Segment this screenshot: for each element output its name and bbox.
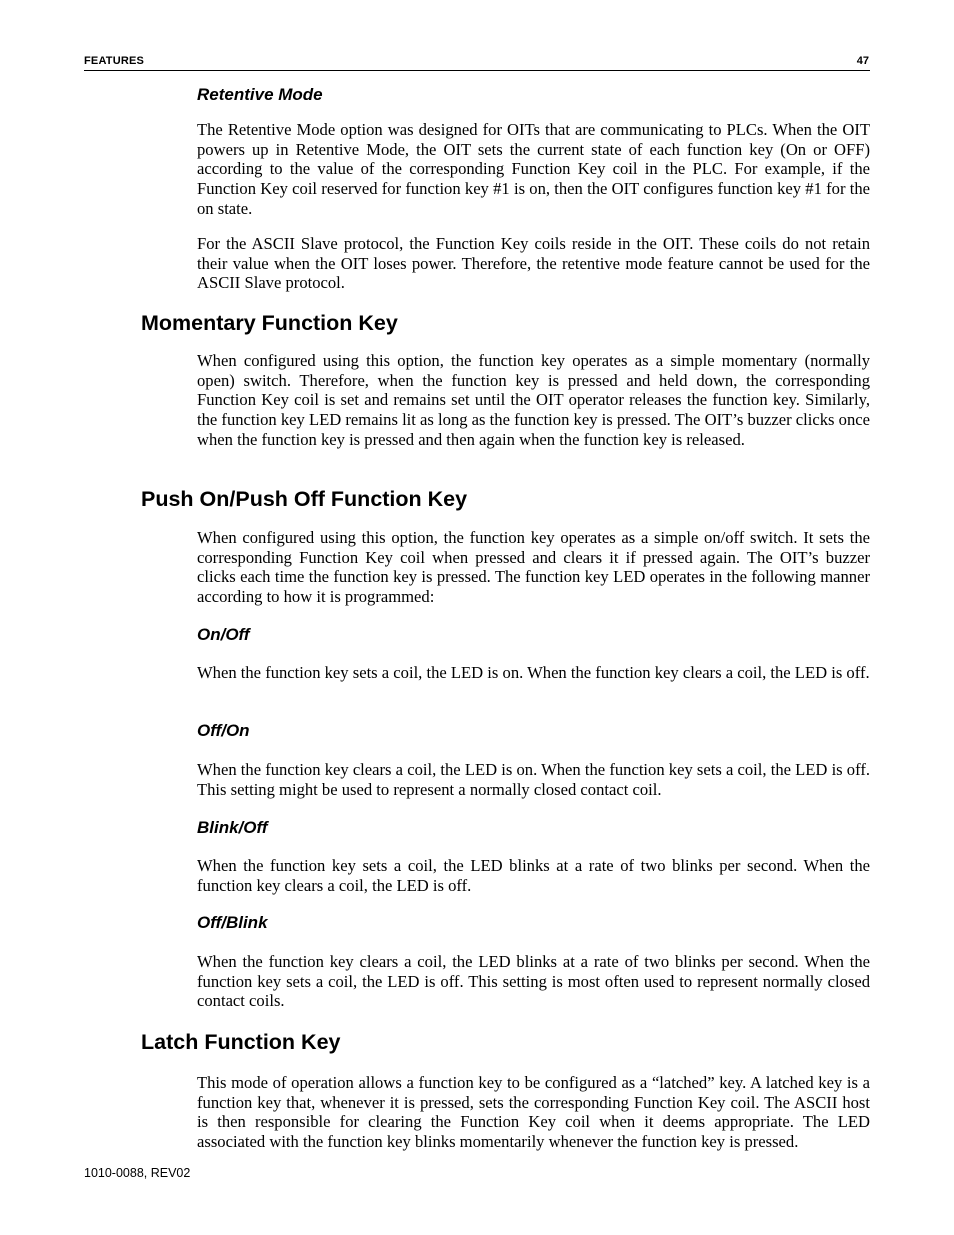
heading-momentary-function-key: Momentary Function Key	[141, 311, 398, 335]
paragraph-on-off: When the function key sets a coil, the LED is on. When the function key clears a coil, the LED is off.	[197, 663, 870, 682]
paragraph-momentary: When configured using this option, the function key operates as a simple momentary (normally open) switch. Therefore, when the function key is pressed and held down, the corresponding Function Key coil is set and remains set until the OIT operator releases the function key. Similarly, the function key LED remains lit as long as the function key is pressed. The OIT’s buzzer clicks once when the function key is pressed and then again when the function key is released.	[197, 351, 870, 449]
heading-latch-function-key: Latch Function Key	[141, 1030, 341, 1054]
subheading-on-off: On/Off	[197, 625, 250, 644]
paragraph-retentive-mode-2: For the ASCII Slave protocol, the Function Key coils reside in the OIT. These coils do not retain their value when the OIT loses power. Therefore, the retentive mode feature cannot be used for the ASCII Slave protocol.	[197, 234, 870, 293]
footer-document-id: 1010-0088, REV02	[84, 1166, 191, 1180]
running-header-section: FEATURES	[84, 55, 145, 67]
paragraph-blink-off: When the function key sets a coil, the LED blinks at a rate of two blinks per second. When the function key clears a coil, the LED is off.	[197, 856, 870, 895]
subheading-blink-off: Blink/Off	[197, 818, 268, 837]
subheading-off-on: Off/On	[197, 721, 250, 740]
page-number: 47	[856, 55, 869, 67]
paragraph-push-on-push-off: When configured using this option, the function key operates as a simple on/off switch. It sets the corresponding Function Key coil when pressed and clears it if pressed again. The OIT’s buzzer clicks each time the function key is pressed. The function key LED operates in the following manner according to how it is programmed:	[197, 528, 870, 607]
paragraph-retentive-mode-1: The Retentive Mode option was designed for OITs that are communicating to PLCs. When the OIT powers up in Retentive Mode, the OIT sets the current state of each function key (On or OFF) according to the value of the corresponding Function Key coil in the PLC. For example, if the Function Key coil reserved for function key #1 is on, then the OIT configures function key #1 for the on state.	[197, 120, 870, 218]
subheading-off-blink: Off/Blink	[197, 913, 268, 932]
heading-push-on-push-off: Push On/Push Off Function Key	[141, 487, 468, 511]
header-rule	[84, 70, 870, 71]
paragraph-latch: This mode of operation allows a function key to be configured as a “latched” key. A latched key is a function key that, whenever it is pressed, sets the corresponding Function Key coil. The ASCII host is then responsible for clearing the Function Key coil when it deems appropriate. The LED associated with the function key blinks momentarily whenever the function key is pressed.	[197, 1073, 870, 1152]
paragraph-off-on: When the function key clears a coil, the LED is on. When the function key sets a coil, the LED is off. This setting might be used to represent a normally closed contact coil.	[197, 760, 870, 799]
subheading-retentive-mode: Retentive Mode	[197, 85, 323, 104]
paragraph-off-blink: When the function key clears a coil, the LED blinks at a rate of two blinks per second. When the function key sets a coil, the LED is off. This setting is most often used to represent normally closed contact coils.	[197, 952, 870, 1011]
